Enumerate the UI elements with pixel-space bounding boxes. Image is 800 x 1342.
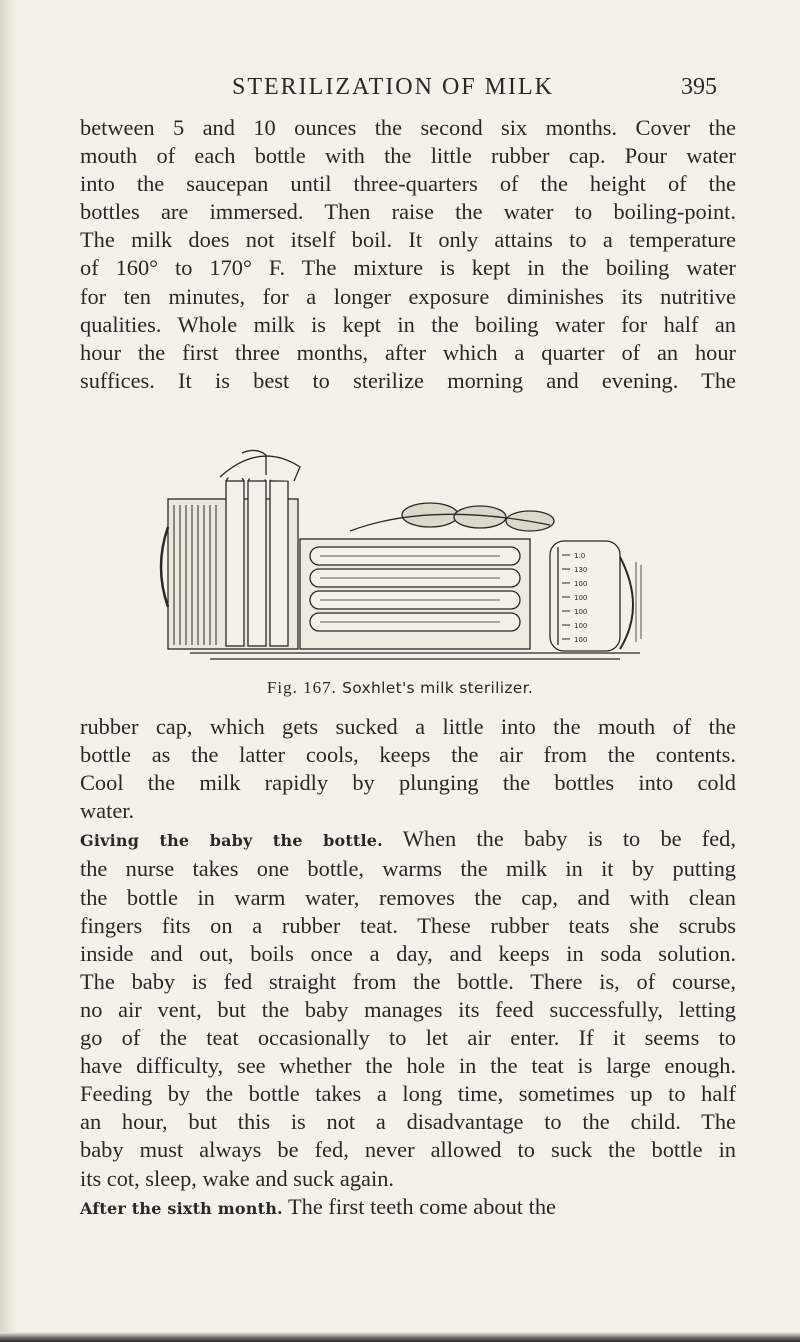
text-line: between 5 and 10 ounces the second six months. Cover the	[80, 115, 736, 140]
scale-mark: 100	[574, 594, 588, 602]
text-line: baby must always be fed, never allowed to suck the bottle in	[80, 1137, 736, 1163]
text-line: of 160° to 170° F. The mixture is kept in the boiling water	[80, 255, 736, 281]
text-line: bottle as the latter cools, keeps the air from the contents.	[80, 742, 736, 768]
text-line: Feeding by the bottle takes a long time, sometimes up to half	[80, 1081, 736, 1107]
section-heading-line	[80, 825, 736, 855]
text-line: for ten minutes, for a longer exposure diminishes its nutritive	[80, 283, 736, 309]
text-line-rest: When the baby is to be fed,	[382, 826, 736, 852]
page-shadow-edge	[0, 0, 18, 1342]
text-line-rest: The first teeth come about the	[282, 1193, 556, 1219]
text-line: inside and out, boils once a day, and keeps in soda solution.	[80, 940, 736, 966]
text-line: into the saucepan until three-quarters of the height of the	[80, 171, 736, 197]
text-line: an hour, but this is not a disadvantage to the child. The	[80, 1109, 736, 1135]
scale-mark: 100	[574, 608, 588, 616]
scale-mark: 100	[574, 622, 588, 630]
text-line: go of the teat occasionally to let air enter. If it seems to	[80, 1025, 736, 1051]
running-head: STERILIZATION OF MILK	[232, 74, 554, 100]
text-line: hour the first three months, after which a quarter of an hour	[80, 339, 736, 365]
text-line: the nurse takes one bottle, warms the milk in it by putting	[80, 856, 736, 882]
text-line: its cot, sleep, wake and suck again.	[80, 1165, 394, 1191]
figure-caption-text: Soxhlet's milk sterilizer.	[342, 679, 534, 697]
text-line: rubber cap, which gets sucked a little into the mouth of the	[80, 714, 736, 739]
text-line: no air vent, but the baby manages its feed successfully, letting	[80, 996, 736, 1022]
section-heading: Giving the baby the bottle.	[80, 831, 383, 851]
text-line: fingers fits on a rubber teat. These rubber teats she scrubs	[80, 912, 736, 938]
figure-caption	[0, 678, 800, 698]
scale-mark: 130	[574, 566, 588, 574]
figure-label: Fig. 167.	[266, 678, 337, 697]
sterilizer-illustration	[150, 447, 650, 663]
text-line: Cool the milk rapidly by plunging the bottles into cold	[80, 770, 736, 796]
text-line: qualities. Whole milk is kept in the boiling water for half an	[80, 311, 736, 337]
scale-mark: 100	[574, 580, 588, 588]
section-heading-line	[80, 1193, 736, 1223]
section-heading: After the sixth month.	[80, 1198, 283, 1218]
scale-mark: 100	[574, 636, 588, 644]
text-line: water.	[80, 798, 135, 824]
text-line: have difficulty, see whether the hole in the teat is large enough.	[80, 1053, 736, 1079]
scale-mark: 1:0	[574, 552, 586, 560]
text-line: suffices. It is best to sterilize morning and evening. The	[80, 367, 736, 393]
page-bottom-edge	[0, 1332, 800, 1342]
text-line: the bottle in warm water, removes the cap, and with clean	[80, 884, 736, 910]
sterilizer-drawing	[150, 447, 650, 663]
text-line: bottles are immersed. Then raise the water to boiling-point.	[80, 199, 736, 225]
text-line: The baby is fed straight from the bottle. There is, of course,	[80, 968, 736, 994]
paragraph-bottom	[80, 713, 736, 1223]
text-line: mouth of each bottle with the little rubber cap. Pour water	[80, 143, 736, 169]
page-header	[0, 74, 800, 104]
text-line: The milk does not itself boil. It only attains to a temperature	[80, 227, 736, 253]
paragraph-top	[80, 114, 736, 395]
page-number: 395	[681, 74, 717, 100]
